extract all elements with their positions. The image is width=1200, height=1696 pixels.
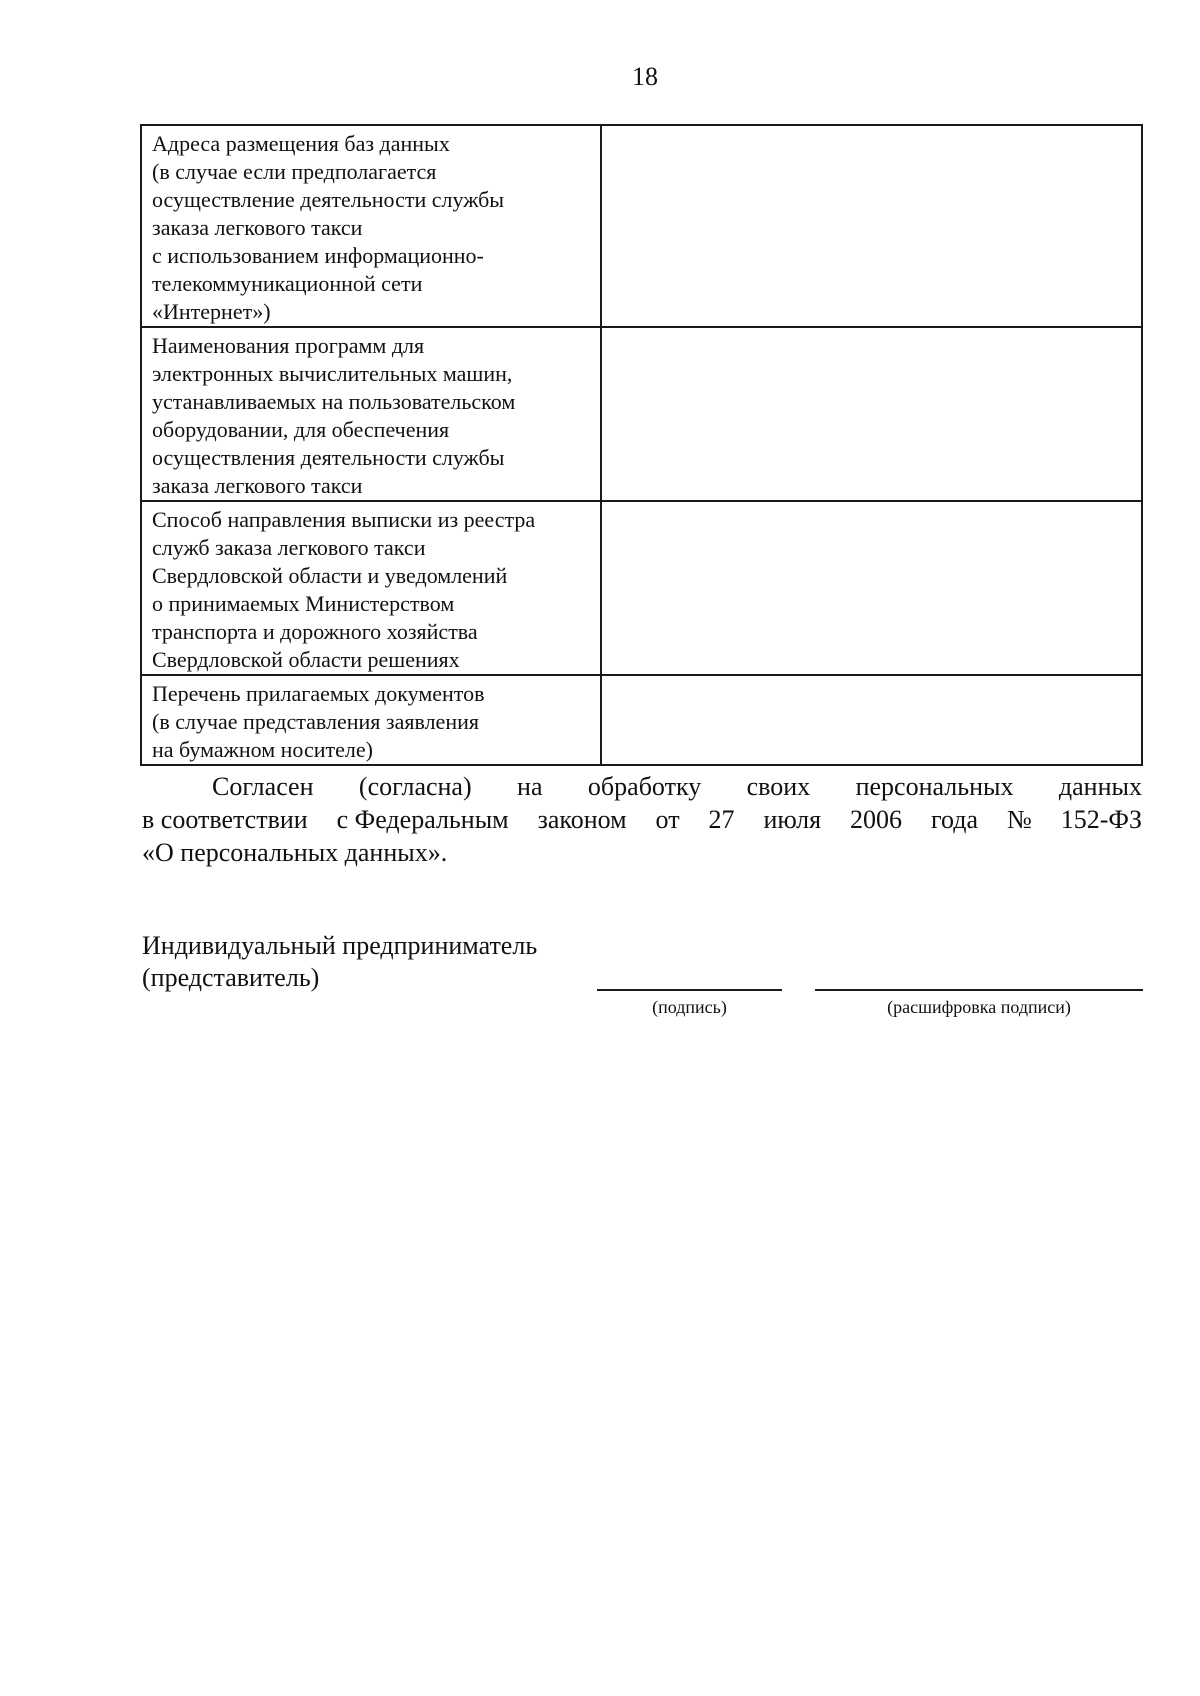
consent-word: Согласен [212, 772, 314, 801]
consent-word: 2006 [850, 805, 903, 834]
row-label-software-names: Наименования программ для электронных вычислительных машин, устанавливаемых на пользовательском оборудовании, для обеспечения осуществления деятельности службы заказа легкового такси [141, 327, 601, 501]
consent-law-title: «О персональных данных». [142, 838, 448, 867]
consent-word: года [931, 805, 979, 834]
consent-word: персональных [855, 772, 1014, 801]
consent-word: данных [1058, 772, 1142, 801]
row-label-database-addresses: Адреса размещения баз данных (в случае если предполагается осуществление деятельности службы заказа легкового такси с использованием информационно- телекоммуникационной сети «Интернет») [141, 125, 601, 327]
signature-decode-caption: (расшифровка подписи) [887, 997, 1071, 1017]
row-value-database-addresses[interactable] [601, 125, 1142, 327]
consent-word: (согласна) [358, 772, 472, 801]
consent-word: от [655, 805, 680, 834]
consent-word: 27 [708, 805, 735, 834]
row-value-delivery-method[interactable] [601, 501, 1142, 675]
consent-word: с Федеральным [336, 805, 509, 834]
consent-word: № [1007, 805, 1032, 834]
consent-word: обработку [587, 772, 702, 801]
consent-word: в соответствии [142, 805, 308, 834]
consent-word: 152-ФЗ [1060, 805, 1142, 834]
table-row [141, 501, 1142, 675]
table-row [141, 125, 1142, 327]
consent-word: своих [746, 772, 811, 801]
consent-word: законом [537, 805, 627, 834]
signature-line[interactable] [597, 989, 782, 991]
signature-caption: (подпись) [652, 997, 727, 1017]
consent-line-2 [142, 803, 1142, 836]
row-value-attached-documents[interactable] [601, 675, 1142, 765]
table-row [141, 675, 1142, 765]
row-label-attached-documents: Перечень прилагаемых документов (в случае представления заявления на бумажном носителе) [141, 675, 601, 765]
table-row [141, 327, 1142, 501]
signature-decode-line[interactable] [815, 989, 1143, 991]
personal-data-consent [142, 770, 1142, 869]
row-label-delivery-method: Способ направления выписки из реестра служб заказа легкового такси Свердловской области и уведомлений о принимаемых Министерством транспорта и дорожного хозяйства Свердловской области решениях [141, 501, 601, 675]
application-form-table [140, 124, 1143, 766]
consent-line-1 [142, 770, 1142, 803]
signatory-title: Индивидуальный предприниматель (представитель) [142, 931, 538, 992]
row-value-software-names[interactable] [601, 327, 1142, 501]
page-number: 18 [632, 62, 658, 91]
consent-word: на [517, 772, 543, 801]
consent-line-3 [142, 836, 1142, 869]
consent-word: июля [763, 805, 822, 834]
